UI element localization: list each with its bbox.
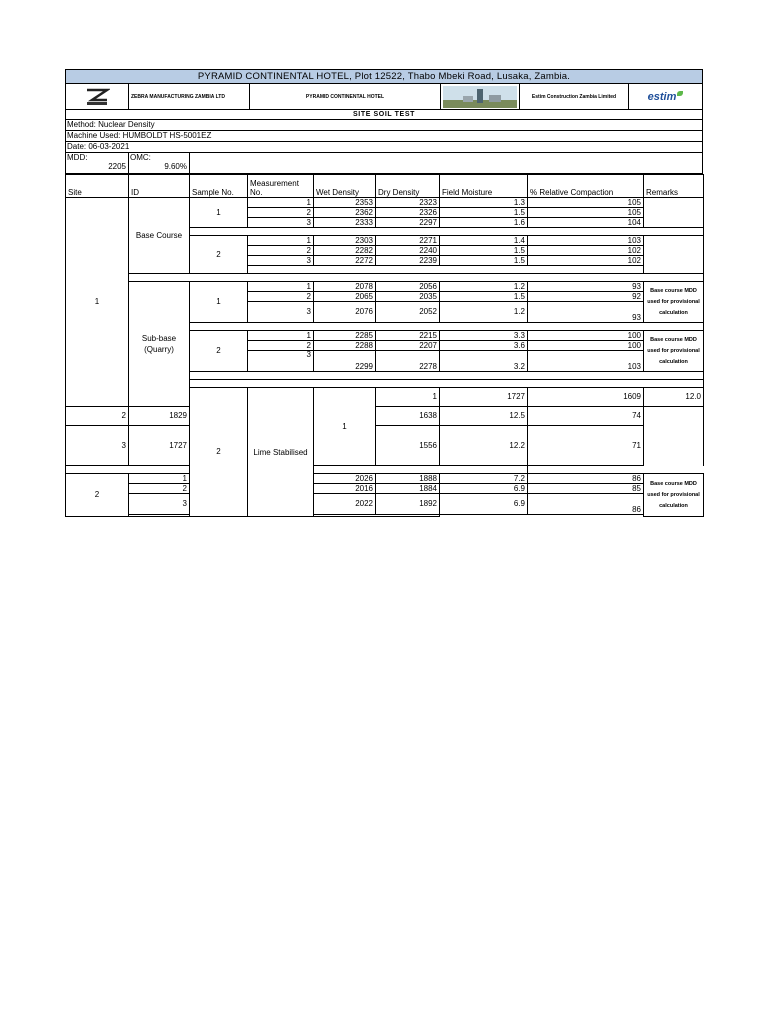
compaction-cell: 104 [528,218,644,228]
table-row [66,494,704,515]
table-row [66,282,704,292]
sample-cell: 2 [190,331,248,372]
compaction-cell: 100 [528,331,644,341]
wet-density-cell: 2362 [314,208,376,218]
compaction-cell: 93 [528,302,644,323]
machine-line: Machine Used: HUMBOLDT HS-5001EZ [65,131,703,142]
zebra-logo-icon [84,87,110,107]
wet-density-cell: 2065 [314,292,376,302]
estim-logo [629,84,702,109]
col-relative-compaction: % Relative Compaction [528,175,644,198]
compaction-cell: 86 [528,474,644,484]
sample-cell: 2 [190,236,248,274]
measurement-cell: 1 [248,282,314,292]
dry-density-cell: 2271 [376,236,440,246]
wet-density-cell: 1727 [440,388,528,407]
field-moisture-cell: 1.6 [440,218,528,228]
measurement-cell: 3 [248,302,314,323]
dry-density-cell: 2239 [376,256,440,266]
remarks-cell: Base course MDD used for provisional calculation [644,474,704,517]
compaction-cell: 71 [528,426,644,466]
dry-density-cell: 2278 [376,351,440,372]
mdd-label: MDD: [67,153,88,162]
logo-banner [65,84,703,110]
measurement-cell: 1 [376,388,440,407]
zebra-logo [66,84,129,109]
sample-cell: 1 [190,282,248,323]
field-moisture-cell: 12.0 [644,388,704,407]
measurement-cell: 2 [248,208,314,218]
wet-density-cell: 2016 [314,484,376,494]
compaction-cell: 105 [528,198,644,208]
measurement-cell: 2 [248,292,314,302]
compaction-cell: 85 [528,484,644,494]
table-row [66,484,704,494]
measurement-cell: 3 [248,218,314,228]
omc-value: 9.60% [164,162,187,171]
dry-density-cell: 2326 [376,208,440,218]
measurement-cell: 1 [248,331,314,341]
wet-density-cell: 2076 [314,302,376,323]
date-line: Date: 06-03-2021 [65,142,703,153]
leaf-icon [677,91,683,96]
col-measurement: Measurement No. [248,175,314,198]
method-line: Method: Nuclear Density [65,120,703,131]
field-moisture-cell: 12.5 [440,407,528,426]
field-moisture-cell: 1.4 [440,236,528,246]
field-moisture-cell: 3.6 [440,341,528,351]
compaction-cell: 92 [528,292,644,302]
estim-logo-text: estim [647,90,677,103]
compaction-cell: 102 [528,246,644,256]
mdd-omc-row [65,153,703,174]
field-moisture-cell: 3.3 [440,331,528,341]
sample-cell: 1 [314,388,376,466]
remarks-cell [644,236,704,274]
dry-density-cell: 1892 [376,494,440,515]
wet-density-cell: 2353 [314,198,376,208]
dry-density-cell: 2297 [376,218,440,228]
measurement-cell: 2 [248,246,314,256]
wet-density-cell: 2272 [314,256,376,266]
compaction-cell: 86 [528,494,644,515]
compaction-cell: 105 [528,208,644,218]
col-field-moisture: Field Moisture [440,175,528,198]
wet-density-cell: 2299 [314,351,376,372]
field-moisture-cell: 1.5 [440,256,528,266]
measurement-cell: 2 [248,341,314,351]
company-left: ZEBRA MANUFACTURING ZAMBIA LTD [129,84,250,109]
wet-density-cell: 2022 [314,494,376,515]
field-moisture-cell: 1.2 [440,302,528,323]
dry-density-cell: 2035 [376,292,440,302]
measurement-cell: 3 [129,494,190,515]
wet-density-cell: 2026 [314,474,376,484]
field-moisture-cell: 6.9 [440,494,528,515]
field-moisture-cell: 7.2 [440,474,528,484]
field-moisture-cell: 6.9 [440,484,528,494]
measurement-cell: 2 [66,407,129,426]
col-site: Site [66,175,129,198]
dry-density-cell: 1638 [376,407,440,426]
remarks-cell: Base course MDD used for provisional calculation [644,331,704,372]
measurement-cell: 3 [248,351,314,372]
col-remarks: Remarks [644,175,704,198]
field-moisture-cell: 1.5 [440,208,528,218]
mdd-value: 2205 [108,162,126,171]
measurement-cell: 3 [248,256,314,266]
dry-density-cell: 1888 [376,474,440,484]
dry-density-cell: 1556 [376,426,440,466]
wet-density-cell: 2078 [314,282,376,292]
compaction-cell: 74 [528,407,644,426]
dry-density-cell: 2215 [376,331,440,341]
spacer-row [66,466,704,474]
measurement-cell: 2 [129,484,190,494]
project-name: PYRAMID CONTINENTAL HOTEL [250,84,441,109]
hotel-image-icon [443,86,517,108]
compaction-cell: 102 [528,256,644,266]
wet-density-cell: 2285 [314,331,376,341]
dry-density-cell: 2323 [376,198,440,208]
table-row [66,407,704,426]
field-moisture-cell: 1.3 [440,198,528,208]
header-row [66,175,704,198]
table-row [66,198,704,208]
field-moisture-cell: 1.5 [440,246,528,256]
company-right: Estim Construction Zambia Limited [520,84,629,109]
dry-density-cell: 2052 [376,302,440,323]
col-wet-density: Wet Density [314,175,376,198]
measurement-cell: 3 [66,426,129,466]
id-cell: Base Course [129,198,190,274]
compaction-cell: 103 [528,351,644,372]
site-cell: 1 [66,198,129,407]
compaction-cell: 93 [528,282,644,292]
site-cell: 2 [190,388,248,517]
wet-density-cell: 1829 [129,407,190,426]
remarks-cell [644,198,704,228]
soil-test-table [65,174,704,517]
field-moisture-cell: 1.2 [440,282,528,292]
compaction-cell: 103 [528,236,644,246]
dry-density-cell: 2240 [376,246,440,256]
field-moisture-cell: 3.2 [440,351,528,372]
field-moisture-cell: 1.5 [440,292,528,302]
col-id: ID [129,175,190,198]
measurement-cell: 1 [129,474,190,484]
mdd-cell [66,153,129,173]
wet-density-cell: 2333 [314,218,376,228]
wet-density-cell: 2303 [314,236,376,246]
table-row [66,426,704,466]
omc-label: OMC: [130,153,151,162]
sample-cell: 2 [66,474,129,517]
field-moisture-cell: 12.2 [440,426,528,466]
wet-density-cell: 2282 [314,246,376,256]
dry-density-cell: 2056 [376,282,440,292]
spacer-row [66,515,704,517]
wet-density-cell: 2288 [314,341,376,351]
measurement-cell: 1 [248,198,314,208]
measurement-cell: 1 [248,236,314,246]
omc-cell [129,153,190,173]
dry-density-cell: 1884 [376,484,440,494]
soil-test-sheet [65,69,703,517]
dry-density-cell: 2207 [376,341,440,351]
hotel-photo [441,84,520,109]
sheet-subtitle: SITE SOIL TEST [65,110,703,120]
dry-density-cell: 1609 [528,388,644,407]
col-sample: Sample No. [190,175,248,198]
remarks-cell: Base course MDD used for provisional calculation [644,282,704,323]
compaction-cell: 100 [528,341,644,351]
sample-cell: 1 [190,198,248,228]
col-dry-density: Dry Density [376,175,440,198]
id-cell: Sub-base (Quarry) [129,282,190,407]
wet-density-cell: 1727 [129,426,190,466]
spacer-row [66,274,704,282]
table-row [66,474,704,484]
id-cell: Lime Stabilised [248,388,314,517]
page-title: PYRAMID CONTINENTAL HOTEL, Plot 12522, Thabo Mbeki Road, Lusaka, Zambia. [65,69,703,84]
